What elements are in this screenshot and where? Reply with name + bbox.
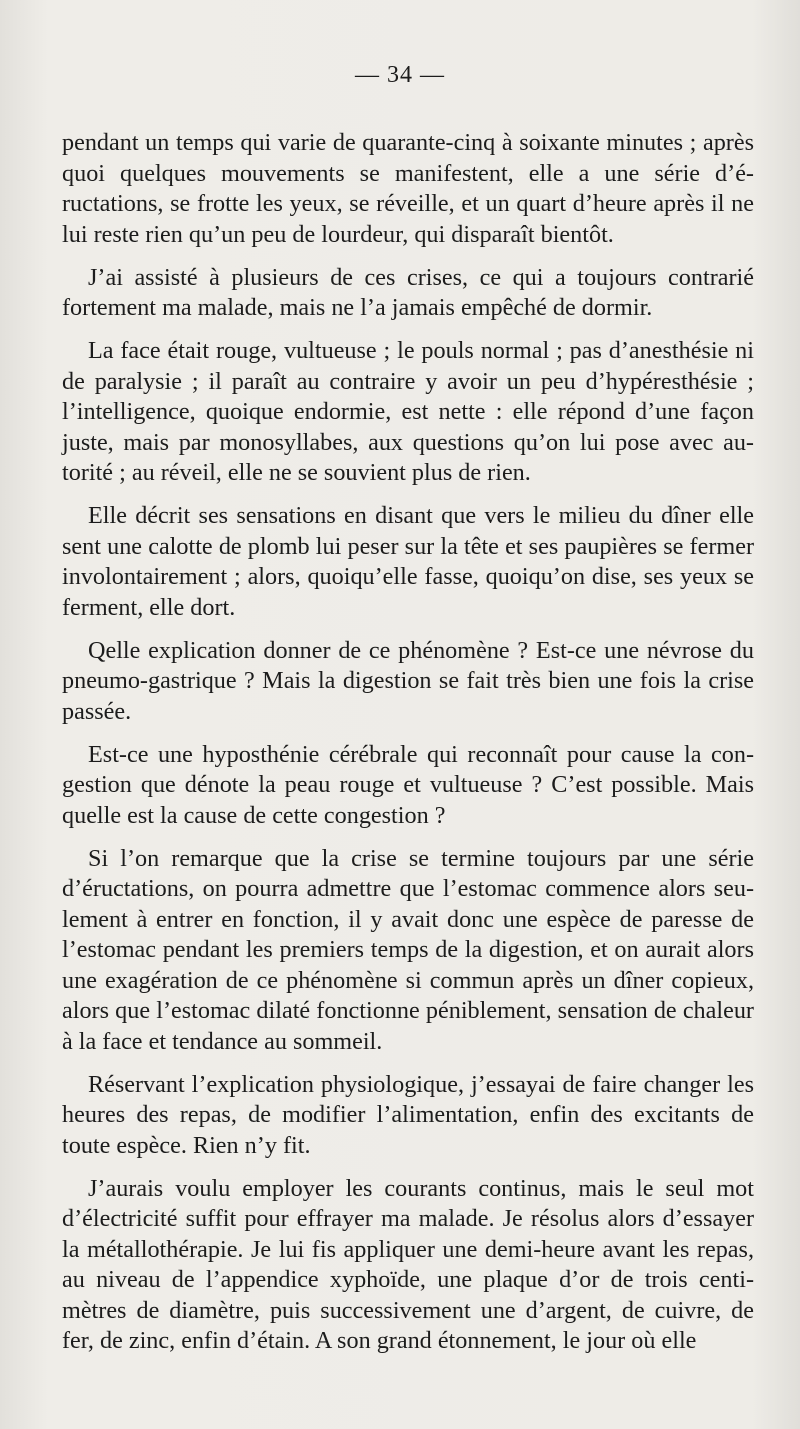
paragraph-7: Si l’on remarque que la crise se termine toujours par une série d’éructations, on pourra admettre que l’estomac commence alors seu-lement à entrer en fonction, il y avait donc une espèce de paresse de l’estomac pendant les premiers temps de la digestion, et on aurait alors une exagération de ce phénomène si commun après un dîner copieux, alors que l’estomac dilaté fonctionne péniblement, sensation de chaleur à la face et tendance au sommeil. — [62, 844, 754, 1055]
paragraph-5: Qelle explication donner de ce phénomène ? Est-ce une névrose du pneumo-gastrique ? Mais la digestion se fait très bien une fois la crise passée. — [62, 636, 754, 725]
page-number: — 34 — — [355, 62, 445, 88]
body-text — [62, 128, 754, 1357]
paragraph-8: Réservant l’explication physiologique, j’essayai de faire changer les heures des repas, de modifier l’alimentation, enfin des excitants de toute espèce. Rien n’y fit. — [62, 1070, 754, 1159]
paragraph-3: La face était rouge, vultueuse ; le pouls normal ; pas d’anesthésie ni de paralysie ; il paraît au contraire y avoir un peu d’hypéresthésie ; l’intelligence, quoique endormie, est nette : elle répond d’une façon juste, mais par monosyllabes, aux questions qu’on lui pose avec au-torité ; au réveil, elle ne se souvient plus de rien. — [62, 337, 754, 486]
paragraph-1: pendant un temps qui varie de quarante-cinq à soixante minutes ; après quoi quelques mouvements se manifestent, elle a une série d’é-ructations, se frotte les yeux, se réveille, et un quart d’heure après il ne lui reste rien qu’un peu de lourdeur, qui disparaît bientôt. — [62, 129, 754, 248]
paragraph-4: Elle décrit ses sensations en disant que vers le milieu du dîner elle sent une calotte de plomb lui peser sur la tête et ses paupières se fermer involontairement ; alors, quoiqu’elle fasse, quoiqu’on dise, ses yeux se ferment, elle dort. — [62, 502, 754, 621]
paragraph-9: J’aurais voulu employer les courants continus, mais le seul mot d’électricité suffit pour effrayer ma malade. Je résolus alors d’essayer la métallothérapie. Je lui fis appliquer une demi-heure avant les repas, au niveau de l’appendice xyphoïde, une plaque d’or de trois centi-mètres de diamètre, puis successivement une d’argent, de cuivre, de fer, de zinc, enfin d’étain. A son grand étonnement, le jour où elle — [62, 1174, 754, 1354]
paragraph-6: Est-ce une hyposthénie cérébrale qui reconnaît pour cause la con-gestion que dénote la peau rouge et vultueuse ? C’est possible. Mais quelle est la cause de cette congestion ? — [62, 740, 754, 829]
paragraph-2: J’ai assisté à plusieurs de ces crises, ce qui a toujours contrarié fortement ma malade, mais ne l’a jamais empêché de dormir. — [62, 263, 754, 321]
